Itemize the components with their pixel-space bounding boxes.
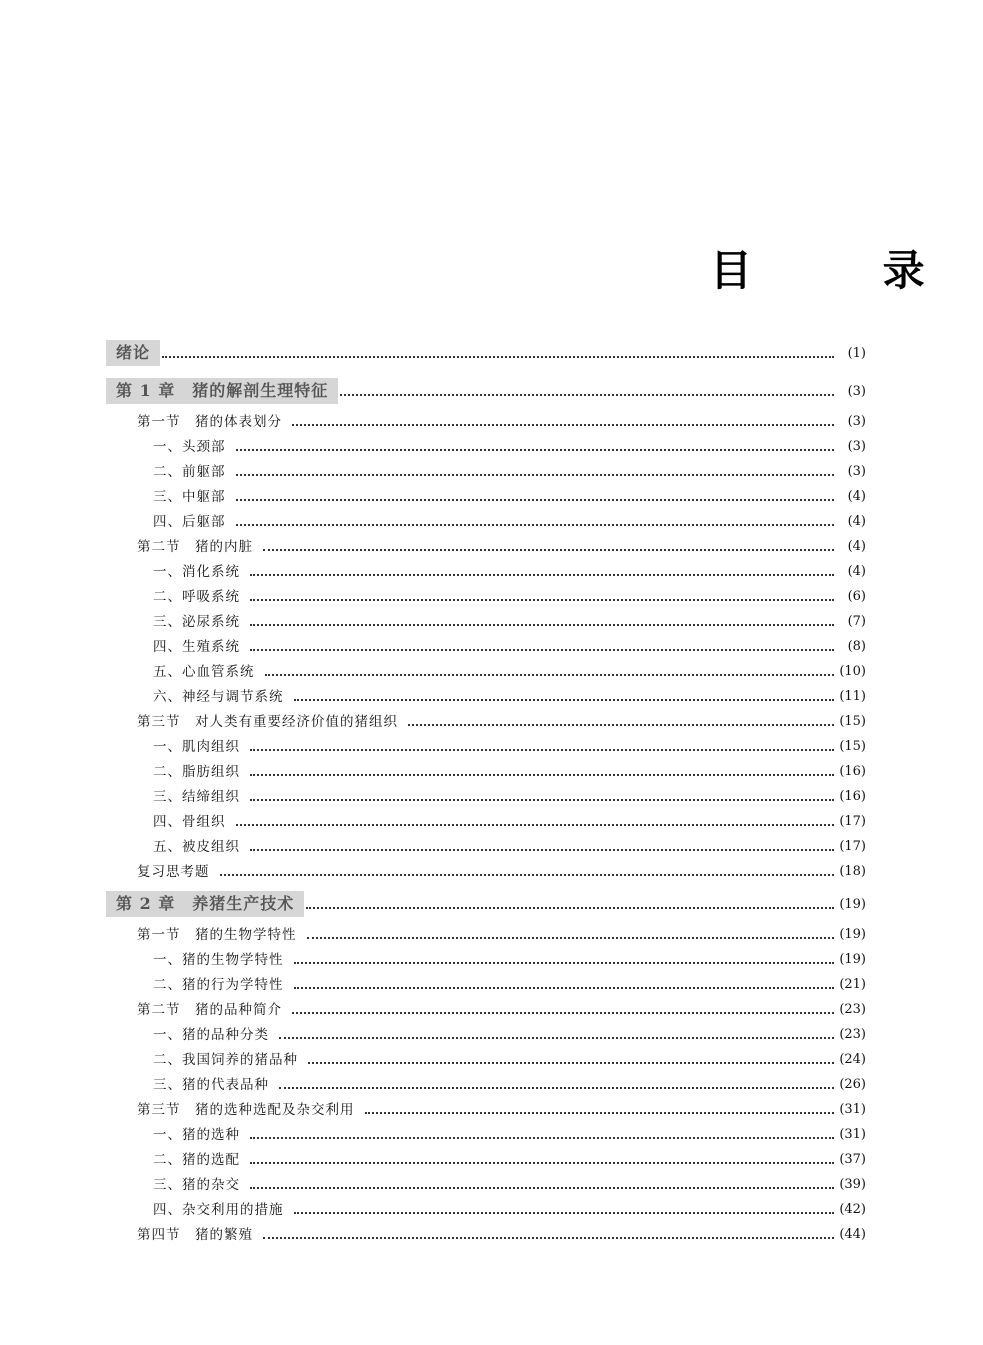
leader-dots bbox=[308, 1062, 834, 1064]
toc-page-number: (19) bbox=[839, 897, 866, 912]
toc-item-row bbox=[0, 785, 950, 809]
toc-entry-label: 一、猪的选种 bbox=[153, 1123, 248, 1147]
toc-entry-label: 三、泌尿系统 bbox=[153, 610, 248, 634]
toc-page-number: (21) bbox=[839, 977, 866, 992]
toc-page-number: (16) bbox=[839, 764, 866, 779]
toc-entry-label: 第二节 猪的内脏 bbox=[137, 535, 261, 559]
leader-dots bbox=[294, 962, 834, 964]
leader-dots bbox=[279, 1087, 834, 1089]
leader-dots bbox=[250, 1137, 834, 1139]
toc-page-number: (1) bbox=[847, 346, 866, 361]
toc-page-number: (4) bbox=[847, 514, 866, 529]
toc-page-number: (24) bbox=[839, 1052, 866, 1067]
toc-entry-label: 一、头颈部 bbox=[153, 435, 234, 459]
toc-page-number: (17) bbox=[839, 839, 866, 854]
toc-entry-label: 四、后躯部 bbox=[153, 510, 234, 534]
leader-dots bbox=[294, 699, 834, 701]
toc-page-number: (23) bbox=[839, 1002, 866, 1017]
leader-dots bbox=[263, 549, 834, 551]
leader-dots bbox=[236, 449, 834, 451]
toc-page-number: (44) bbox=[839, 1227, 866, 1242]
toc-section-row bbox=[0, 535, 950, 559]
toc-entry-label: 一、猪的品种分类 bbox=[153, 1023, 277, 1047]
toc-entry-label: 第 1 章 猪的解剖生理特征 bbox=[106, 378, 338, 404]
toc-entry-label: 五、心血管系统 bbox=[153, 660, 263, 684]
toc-item-row bbox=[0, 610, 950, 634]
toc-entry-label: 三、中躯部 bbox=[153, 485, 234, 509]
toc-item-row bbox=[0, 585, 950, 609]
leader-dots bbox=[236, 824, 834, 826]
leader-dots bbox=[250, 799, 834, 801]
toc-page-number: (23) bbox=[839, 1027, 866, 1042]
toc-entry-label: 二、猪的选配 bbox=[153, 1148, 248, 1172]
toc-entry-label: 三、猪的代表品种 bbox=[153, 1073, 277, 1097]
toc-entry-label: 一、肌肉组织 bbox=[153, 735, 248, 759]
leader-dots bbox=[236, 474, 834, 476]
toc-entry-label: 一、猪的生物学特性 bbox=[153, 948, 292, 972]
toc-entry-label: 第二节 猪的品种简介 bbox=[137, 998, 290, 1022]
leader-dots bbox=[250, 774, 834, 776]
toc-entry-label: 二、猪的行为学特性 bbox=[153, 973, 292, 997]
leader-dots bbox=[250, 624, 834, 626]
leader-dots bbox=[294, 1212, 834, 1214]
leader-dots bbox=[250, 1162, 834, 1164]
toc-item-row bbox=[0, 760, 950, 784]
page-title: 目 录 bbox=[710, 246, 983, 295]
toc-chapter-row bbox=[0, 342, 950, 366]
toc-page-number: (42) bbox=[839, 1202, 866, 1217]
toc-entry-label: 绪论 bbox=[106, 340, 160, 366]
toc-entry-label: 第 2 章 养猪生产技术 bbox=[106, 891, 304, 917]
leader-dots bbox=[292, 424, 834, 426]
leader-dots bbox=[250, 574, 834, 576]
toc-section-row bbox=[0, 1098, 950, 1122]
toc-entry-label: 三、猪的杂交 bbox=[153, 1173, 248, 1197]
toc-entry-label: 四、生殖系统 bbox=[153, 635, 248, 659]
leader-dots bbox=[250, 599, 834, 601]
toc-page-number: (15) bbox=[839, 739, 866, 754]
leader-dots bbox=[365, 1112, 834, 1114]
leader-dots bbox=[306, 907, 834, 909]
leader-dots bbox=[265, 674, 834, 676]
toc-page-number: (39) bbox=[839, 1177, 866, 1192]
toc-item-row bbox=[0, 835, 950, 859]
toc-item-row bbox=[0, 635, 950, 659]
leader-dots bbox=[408, 724, 834, 726]
toc-item-row bbox=[0, 435, 950, 459]
toc-entry-label: 第一节 猪的体表划分 bbox=[137, 410, 290, 434]
leader-dots bbox=[294, 987, 834, 989]
toc-page-number: (7) bbox=[847, 614, 866, 629]
toc-page-number: (4) bbox=[847, 489, 866, 504]
toc-page-number: (16) bbox=[839, 789, 866, 804]
toc-item-row bbox=[0, 660, 950, 684]
toc-item-row bbox=[0, 1173, 950, 1197]
toc-entry-label: 三、结缔组织 bbox=[153, 785, 248, 809]
toc-entry-label: 四、杂交利用的措施 bbox=[153, 1198, 292, 1222]
toc-entry-label: 第一节 猪的生物学特性 bbox=[137, 923, 305, 947]
toc-page-number: (31) bbox=[839, 1102, 866, 1117]
leader-dots bbox=[307, 937, 834, 939]
toc-section-row bbox=[0, 710, 950, 734]
toc-item-row bbox=[0, 1023, 950, 1047]
toc-chapter-row bbox=[0, 380, 950, 404]
toc-item-row bbox=[0, 973, 950, 997]
toc-item-row bbox=[0, 510, 950, 534]
leader-dots bbox=[340, 394, 834, 396]
toc-section-row bbox=[0, 998, 950, 1022]
toc-item-row bbox=[0, 460, 950, 484]
toc-entry-label: 复习思考题 bbox=[137, 860, 218, 884]
toc-page-number: (4) bbox=[847, 539, 866, 554]
toc-page-number: (31) bbox=[839, 1127, 866, 1142]
toc-entry-label: 第四节 猪的繁殖 bbox=[137, 1223, 261, 1247]
toc-page-number: (3) bbox=[847, 439, 866, 454]
toc-page-number: (6) bbox=[847, 589, 866, 604]
toc-page-number: (26) bbox=[839, 1077, 866, 1092]
toc-section-row bbox=[0, 860, 950, 884]
leader-dots bbox=[279, 1037, 834, 1039]
toc-page-number: (11) bbox=[839, 689, 866, 704]
leader-dots bbox=[250, 749, 834, 751]
toc-item-row bbox=[0, 1148, 950, 1172]
leader-dots bbox=[236, 499, 834, 501]
toc-page-number: (19) bbox=[839, 952, 866, 967]
toc-chapter-row bbox=[0, 893, 950, 917]
toc-entry-label: 第三节 猪的选种选配及杂交利用 bbox=[137, 1098, 363, 1122]
toc-item-row bbox=[0, 485, 950, 509]
toc-item-row bbox=[0, 1123, 950, 1147]
toc-page-number: (37) bbox=[839, 1152, 866, 1167]
toc-page-number: (3) bbox=[847, 384, 866, 399]
toc-section-row bbox=[0, 410, 950, 434]
leader-dots bbox=[263, 1237, 834, 1239]
toc-page-number: (19) bbox=[839, 927, 866, 942]
leader-dots bbox=[220, 874, 834, 876]
toc-entry-label: 一、消化系统 bbox=[153, 560, 248, 584]
leader-dots bbox=[292, 1012, 834, 1014]
leader-dots bbox=[250, 1187, 834, 1189]
toc-item-row bbox=[0, 560, 950, 584]
toc-entry-label: 二、脂肪组织 bbox=[153, 760, 248, 784]
toc-item-row bbox=[0, 685, 950, 709]
toc-page-number: (17) bbox=[839, 814, 866, 829]
toc-page-number: (4) bbox=[847, 564, 866, 579]
toc-entry-label: 二、我国饲养的猪品种 bbox=[153, 1048, 306, 1072]
toc-page-number: (3) bbox=[847, 414, 866, 429]
toc-section-row bbox=[0, 1223, 950, 1247]
toc-item-row bbox=[0, 948, 950, 972]
leader-dots bbox=[250, 849, 834, 851]
toc-item-row bbox=[0, 1073, 950, 1097]
toc-item-row bbox=[0, 735, 950, 759]
toc-entry-label: 二、前躯部 bbox=[153, 460, 234, 484]
toc-section-row bbox=[0, 923, 950, 947]
toc-page-number: (3) bbox=[847, 464, 866, 479]
toc-page-number: (18) bbox=[839, 864, 866, 879]
leader-dots bbox=[250, 649, 834, 651]
leader-dots bbox=[162, 356, 834, 358]
toc-entry-label: 二、呼吸系统 bbox=[153, 585, 248, 609]
toc-item-row bbox=[0, 1048, 950, 1072]
toc-entry-label: 第三节 对人类有重要经济价值的猪组织 bbox=[137, 710, 406, 734]
leader-dots bbox=[236, 524, 834, 526]
toc-page-number: (8) bbox=[847, 639, 866, 654]
toc-entry-label: 五、被皮组织 bbox=[153, 835, 248, 859]
toc-page-number: (10) bbox=[839, 664, 866, 679]
toc-page-number: (15) bbox=[839, 714, 866, 729]
toc-item-row bbox=[0, 1198, 950, 1222]
toc-entry-label: 四、骨组织 bbox=[153, 810, 234, 834]
toc-item-row bbox=[0, 810, 950, 834]
toc-entry-label: 六、神经与调节系统 bbox=[153, 685, 292, 709]
